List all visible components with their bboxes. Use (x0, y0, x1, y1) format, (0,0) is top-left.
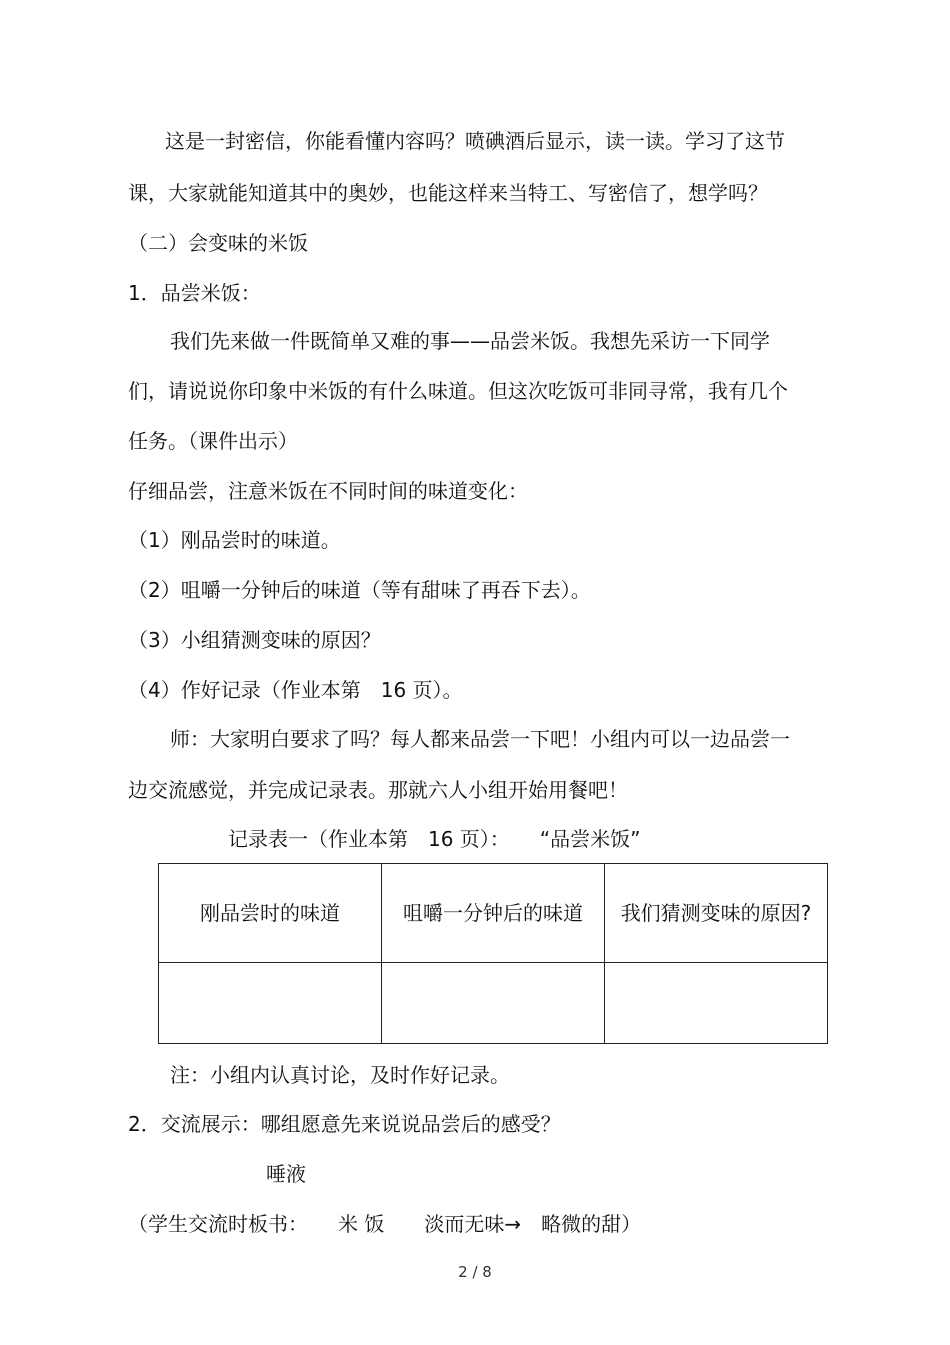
shi-line-2: 边交流感觉，并完成记录表。那就六人小组开始用餐吧！ (128, 778, 628, 802)
task-1: （1）刚品尝时的味道。 (128, 528, 341, 552)
table-header-cell: 刚品尝时的味道 (159, 864, 382, 963)
item2: 2．交流展示：哪组愿意先来说说品尝后的感受？ (128, 1112, 561, 1136)
teacher-line-2: 们，请说说你印象中米饭的有什么味道。但这次吃饭可非同寻常，我有几个 (128, 379, 788, 403)
table-cell (159, 963, 382, 1044)
table-cell (605, 963, 828, 1044)
table-cell (382, 963, 605, 1044)
page-number: 2 / 8 (458, 1263, 492, 1281)
board-annotation: 唾液 (266, 1162, 306, 1186)
task-4: （4）作好记录（作业本第 16 页）。 (128, 678, 463, 702)
table-row (159, 963, 828, 1044)
teacher-line-1: 我们先来做一件既简单又难的事——品尝米饭。我想先采访一下同学 (170, 329, 770, 353)
table-header-row (159, 864, 828, 963)
intro-line-1: 这是一封密信，你能看懂内容吗？喷碘酒后显示，读一读。学习了这节 (165, 129, 785, 153)
board-line: （学生交流时板书： 米 饭 淡而无味→ 略微的甜） (128, 1212, 642, 1236)
intro-line-2: 课，大家就能知道其中的奥妙，也能这样来当特工、写密信了，想学吗？ (128, 181, 768, 205)
shi-line-1: 师：大家明白要求了吗？每人都来品尝一下吧！小组内可以一边品尝一 (170, 727, 790, 751)
table-caption: 记录表一（作业本第 16 页）： “品尝米饭” (228, 827, 641, 851)
note: 注：小组内认真讨论，及时作好记录。 (170, 1063, 510, 1087)
teacher-line-3: 任务。（课件出示） (128, 429, 298, 453)
table-header-cell: 我们猜测变味的原因? (605, 864, 828, 963)
record-table (158, 863, 828, 1044)
table-header-cell: 咀嚼一分钟后的味道 (382, 864, 605, 963)
item1-title: 1．品尝米饭： (128, 281, 261, 305)
task-3: （3）小组猜测变味的原因？ (128, 628, 381, 652)
section-title: （二）会变味的米饭 (128, 231, 308, 255)
task-2: （2）咀嚼一分钟后的味道（等有甜味了再吞下去）。 (128, 578, 591, 602)
task-intro: 仔细品尝，注意米饭在不同时间的味道变化： (128, 479, 528, 503)
